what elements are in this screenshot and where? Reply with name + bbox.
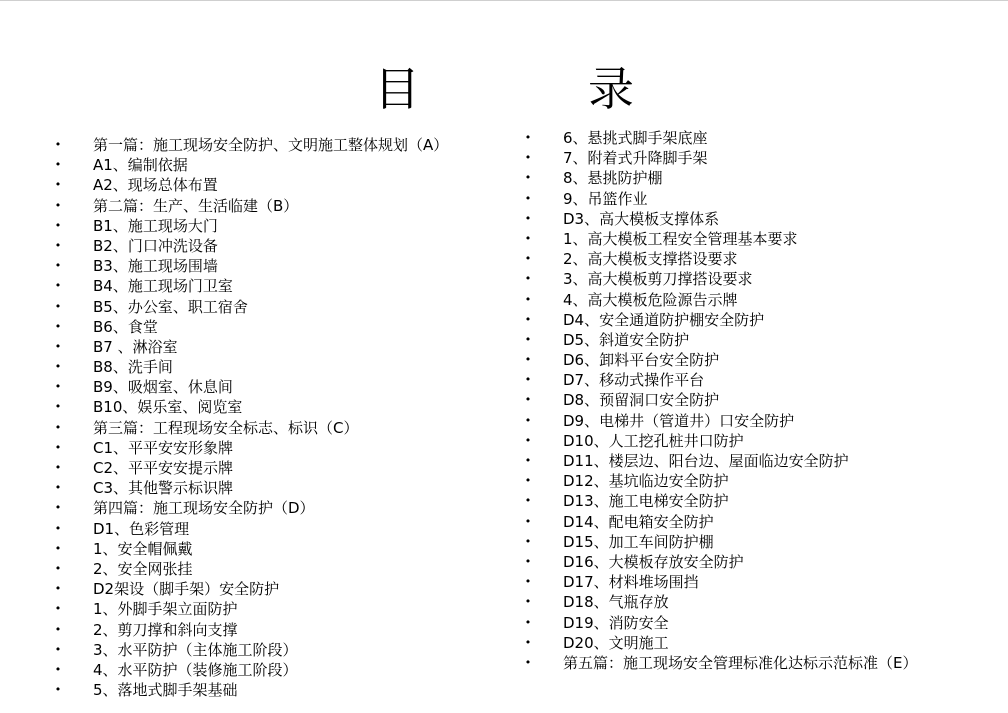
toc-entry bbox=[53, 458, 503, 478]
toc-entry-label: B8、洗手间 bbox=[93, 358, 173, 377]
toc-entry-label: B3、施工现场围墙 bbox=[93, 257, 218, 276]
toc-entry-label: B10、娱乐室、阅览室 bbox=[93, 398, 243, 417]
bullet-icon: • bbox=[524, 211, 532, 225]
bullet-icon: • bbox=[54, 582, 62, 596]
bullet-icon: • bbox=[524, 131, 532, 144]
bullet-icon: • bbox=[54, 521, 62, 535]
toc-entry-label: 2、安全网张挂 bbox=[93, 559, 193, 578]
toc-entry bbox=[523, 491, 993, 511]
toc-right-column bbox=[523, 128, 993, 673]
bullet-icon: • bbox=[524, 615, 532, 629]
bullet-icon: • bbox=[54, 259, 62, 273]
toc-entry-label: D3、高大模板支撑体系 bbox=[563, 209, 720, 228]
toc-entry bbox=[523, 128, 993, 148]
toc-entry-label: 4、水平防护（装修施工阶段） bbox=[93, 660, 298, 679]
toc-entry bbox=[53, 418, 503, 438]
bullet-icon: • bbox=[524, 332, 532, 346]
bullet-icon: • bbox=[54, 683, 62, 697]
toc-entry bbox=[53, 397, 503, 417]
bullet-icon: • bbox=[54, 299, 62, 313]
toc-entry bbox=[523, 370, 993, 390]
bullet-icon: • bbox=[54, 440, 62, 454]
toc-entry bbox=[53, 559, 503, 579]
bullet-icon: • bbox=[524, 312, 532, 326]
bullet-icon: • bbox=[54, 481, 62, 495]
bullet-icon: • bbox=[524, 494, 532, 508]
toc-entry-label: D2架设（脚手架）安全防护 bbox=[93, 580, 280, 599]
toc-entry-label: D15、加工车间防护棚 bbox=[563, 532, 714, 551]
bullet-icon: • bbox=[524, 413, 532, 427]
toc-entry bbox=[523, 613, 993, 633]
bullet-icon: • bbox=[54, 198, 62, 212]
toc-entry bbox=[53, 236, 503, 256]
toc-entry-label: 6、悬挑式脚手架底座 bbox=[563, 129, 708, 147]
toc-entry bbox=[53, 337, 503, 357]
toc-entry bbox=[523, 390, 993, 410]
toc-entry-label: D14、配电箱安全防护 bbox=[563, 512, 714, 531]
toc-entry bbox=[53, 317, 503, 337]
toc-entry-label: D12、基坑临边安全防护 bbox=[563, 472, 729, 491]
toc-entry-label: A2、现场总体布置 bbox=[93, 176, 218, 195]
toc-entry bbox=[523, 512, 993, 532]
toc-entry-label: D20、文明施工 bbox=[563, 633, 669, 652]
bullet-icon: • bbox=[524, 393, 532, 407]
toc-entry-label: D19、消防安全 bbox=[563, 613, 669, 632]
bullet-icon: • bbox=[524, 595, 532, 609]
bullet-icon: • bbox=[524, 231, 532, 245]
toc-entry bbox=[53, 256, 503, 276]
toc-entry-label: D6、卸料平台安全防护 bbox=[563, 351, 720, 370]
bullet-icon: • bbox=[54, 461, 62, 474]
bullet-icon: • bbox=[54, 380, 62, 394]
bullet-icon: • bbox=[54, 662, 62, 676]
toc-entry-label: 1、高大模板工程安全管理基本要求 bbox=[563, 229, 798, 248]
toc-entry bbox=[523, 148, 993, 168]
toc-entry-label: 5、落地式脚手架基础 bbox=[93, 681, 238, 700]
title-char-right: 录 bbox=[588, 62, 634, 116]
toc-entry bbox=[523, 350, 993, 370]
toc-entry bbox=[523, 552, 993, 572]
toc-entry-label: D7、移动式操作平台 bbox=[563, 371, 705, 390]
toc-entry-label: D17、材料堆场围挡 bbox=[563, 573, 699, 592]
toc-entry-label: D18、气瓶存放 bbox=[563, 593, 669, 612]
toc-entry-label: 3、水平防护（主体施工阶段） bbox=[93, 640, 298, 659]
toc-entry bbox=[523, 431, 993, 451]
bullet-icon: • bbox=[54, 622, 62, 636]
toc-entry bbox=[523, 572, 993, 592]
toc-entry bbox=[523, 310, 993, 330]
toc-entry bbox=[523, 330, 993, 350]
bullet-icon: • bbox=[524, 454, 532, 467]
toc-entry bbox=[53, 196, 503, 216]
bullet-icon: • bbox=[524, 353, 532, 367]
bullet-icon: • bbox=[54, 279, 62, 293]
toc-left-column bbox=[53, 135, 503, 700]
bullet-icon: • bbox=[54, 360, 62, 374]
toc-entry-label: B6、食堂 bbox=[93, 317, 158, 336]
page-title bbox=[0, 58, 1008, 122]
bullet-icon: • bbox=[54, 541, 62, 555]
toc-entry-label: C2、平平安安提示牌 bbox=[93, 459, 234, 477]
toc-entry bbox=[53, 579, 503, 599]
bullet-icon: • bbox=[54, 158, 62, 172]
toc-entry-label: 第三篇：工程现场安全标志、标识（C） bbox=[93, 418, 359, 437]
toc-entry-label: 1、安全帽佩戴 bbox=[93, 539, 193, 558]
bullet-icon: • bbox=[524, 635, 532, 649]
toc-entry-label: D11、楼层边、阳台边、屋面临边安全防护 bbox=[563, 452, 849, 470]
bullet-icon: • bbox=[54, 642, 62, 656]
toc-entry bbox=[53, 498, 503, 518]
toc-entry-label: 9、吊篮作业 bbox=[563, 189, 648, 208]
bullet-icon: • bbox=[54, 420, 62, 434]
title-char-left: 目 bbox=[374, 62, 420, 116]
toc-entry bbox=[523, 209, 993, 229]
bullet-icon: • bbox=[54, 602, 62, 616]
toc-entry bbox=[53, 640, 503, 660]
bullet-icon: • bbox=[524, 171, 532, 185]
bullet-icon: • bbox=[524, 292, 532, 306]
toc-entry bbox=[53, 680, 503, 700]
toc-entry-label: B2、门口冲洗设备 bbox=[93, 236, 218, 255]
toc-entry-label: D5、斜道安全防护 bbox=[563, 330, 690, 349]
toc-entry bbox=[53, 135, 503, 155]
bullet-icon: • bbox=[54, 339, 62, 353]
toc-entry-label: D10、人工挖孔桩井口防护 bbox=[563, 431, 744, 450]
bullet-icon: • bbox=[524, 575, 532, 589]
toc-entry bbox=[523, 269, 993, 289]
toc-entry bbox=[523, 471, 993, 491]
toc-entry-label: A1、编制依据 bbox=[93, 156, 188, 175]
toc-entry bbox=[523, 249, 993, 269]
toc-entry bbox=[523, 451, 993, 471]
toc-entry-label: 7、附着式升降脚手架 bbox=[563, 149, 708, 168]
bullet-icon: • bbox=[54, 400, 62, 414]
bullet-icon: • bbox=[524, 534, 532, 548]
bullet-icon: • bbox=[54, 178, 62, 192]
toc-entry bbox=[523, 290, 993, 310]
toc-entry bbox=[53, 175, 503, 195]
toc-entry bbox=[523, 189, 993, 209]
toc-entry bbox=[53, 599, 503, 619]
bullet-icon: • bbox=[524, 151, 532, 165]
toc-entry-label: 8、悬挑防护棚 bbox=[563, 169, 663, 188]
top-rule bbox=[0, 0, 1008, 1]
toc-entry bbox=[53, 519, 503, 539]
toc-entry-label: D16、大模板存放安全防护 bbox=[563, 552, 744, 571]
toc-entry-label: B4、施工现场门卫室 bbox=[93, 277, 233, 296]
bullet-icon: • bbox=[524, 272, 532, 286]
toc-entry bbox=[523, 592, 993, 612]
toc-entry bbox=[53, 377, 503, 397]
bullet-icon: • bbox=[524, 474, 532, 488]
toc-entry bbox=[523, 411, 993, 431]
bullet-icon: • bbox=[54, 138, 62, 151]
toc-entry-label: C1、平平安安形象牌 bbox=[93, 438, 234, 457]
bullet-icon: • bbox=[524, 433, 532, 447]
toc-entry bbox=[53, 216, 503, 236]
bullet-icon: • bbox=[524, 191, 532, 205]
bullet-icon: • bbox=[524, 514, 532, 528]
toc-entry-label: 第二篇：生产、生活临建（B） bbox=[93, 196, 299, 215]
toc-entry bbox=[523, 532, 993, 552]
toc-entry bbox=[523, 633, 993, 653]
toc-entry-label: 第一篇：施工现场安全防护、文明施工整体规划（A） bbox=[93, 136, 449, 154]
bullet-icon: • bbox=[54, 218, 62, 232]
bullet-icon: • bbox=[524, 554, 532, 568]
toc-entry bbox=[523, 229, 993, 249]
toc-entry bbox=[53, 297, 503, 317]
toc-entry-label: 3、高大模板剪刀撑搭设要求 bbox=[563, 270, 753, 289]
bullet-icon: • bbox=[524, 655, 532, 669]
bullet-icon: • bbox=[54, 238, 62, 252]
bullet-icon: • bbox=[524, 252, 532, 266]
toc-entry bbox=[523, 653, 993, 673]
toc-entry-label: 第四篇：施工现场安全防护（D） bbox=[93, 499, 315, 518]
toc-entry-label: 2、高大模板支撑搭设要求 bbox=[563, 250, 738, 269]
toc-entry bbox=[53, 357, 503, 377]
toc-entry-label: 4、高大模板危险源告示牌 bbox=[563, 290, 738, 309]
toc-entry bbox=[523, 168, 993, 188]
toc-entry-label: D8、预留洞口安全防护 bbox=[563, 391, 720, 410]
toc-entry-label: 第五篇：施工现场安全管理标准化达标示范标准（E） bbox=[563, 653, 918, 672]
toc-entry-label: B1、施工现场大门 bbox=[93, 216, 218, 235]
toc-entry-label: D9、电梯井（管道井）口安全防护 bbox=[563, 411, 795, 430]
toc-entry bbox=[53, 620, 503, 640]
toc-entry bbox=[53, 539, 503, 559]
bullet-icon: • bbox=[54, 561, 62, 575]
toc-entry bbox=[53, 276, 503, 296]
toc-entry-label: D1、色彩管理 bbox=[93, 519, 190, 538]
bullet-icon: • bbox=[54, 501, 62, 515]
toc-entry-label: C3、其他警示标识牌 bbox=[93, 479, 234, 498]
toc-entry-label: D13、施工电梯安全防护 bbox=[563, 492, 729, 511]
bullet-icon: • bbox=[524, 373, 532, 387]
toc-entry-label: B7 、淋浴室 bbox=[93, 337, 178, 356]
toc-entry bbox=[53, 660, 503, 680]
toc-entry-label: D4、安全通道防护棚安全防护 bbox=[563, 310, 765, 329]
bullet-icon: • bbox=[54, 319, 62, 333]
toc-entry bbox=[53, 478, 503, 498]
toc-entry-label: 1、外脚手架立面防护 bbox=[93, 600, 238, 619]
toc-entry-label: B9、吸烟室、休息间 bbox=[93, 378, 233, 397]
toc-entry bbox=[53, 155, 503, 175]
toc-entry bbox=[53, 438, 503, 458]
toc-entry-label: B5、办公室、职工宿舍 bbox=[93, 297, 248, 316]
toc-entry-label: 2、剪刀撑和斜向支撑 bbox=[93, 620, 238, 639]
